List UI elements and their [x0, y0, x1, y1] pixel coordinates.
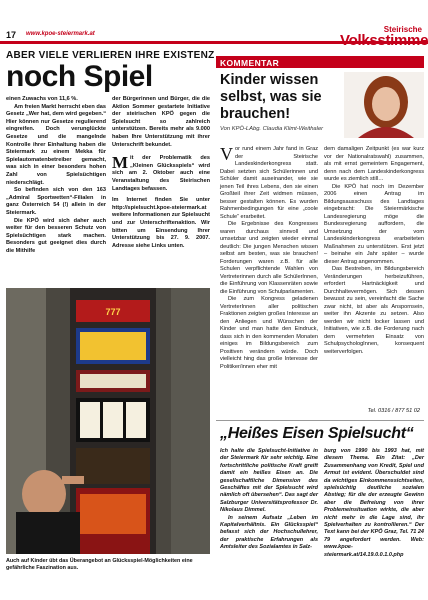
box-column-2 [324, 448, 424, 559]
box-headline: „Heißes Eisen Spielsucht“ [220, 425, 414, 442]
kommentar-paragraph: Die Ergebnisse des Kongresses waren durchaus sinnvoll und umsetzbar und zeigten wieder einmal deutlich: Die jungen Menschen wissen selbst am besten, was sie brauchen! Forderungen waren z.B. für alle Schulen verpflichtende Wahlen von Vertreterinnen durch alle SchülerInnen, die Einführung von Klassenräten sowie die Einführung von Schulparlamenten. [220, 221, 318, 295]
box-paragraph: Ich halte die Spielsucht-Initiative in der Steiermark für sehr wichtig. Eine fortschrittliche politische Kraft greift damit ein heißes Eisen an. Die gesellschaftliche Dimension des Geschäftes mit der Spielsucht wird nämlich oft übersehen“. Das sagt der Salzburger Universitätsprofessor Dr. Nikolaus Dimmel. [220, 448, 318, 514]
article-column-2 [112, 96, 210, 250]
article-paragraph: Am freien Markt herrscht eben das Gesetz „Wer hat, dem wird gegeben.“ Hier können nur Gesetze regulierend eingreifen. Doch verunglückte Gesetze und die mangelnde Kontrolle ihrer Einhaltung haben die Steiermark zu einem Mekka für Spielautomatenbetreiber gemacht, was sich in einer besonders hohen Zahl von Spielsüchtigen niederschlägt. [6, 103, 107, 186]
page-number: 17 [6, 30, 17, 40]
box-paragraph: In seinem Aufsatz „Leben im Kapitalverhältnis. Ein Glücksspiel“ befasst sich der Hochschullehrer, der praktische Erfahrungen als Amtsleiter des Sozialamtes in Salz- [220, 514, 318, 551]
author-portrait [344, 72, 424, 138]
article-headline: noch Spiel [6, 60, 153, 93]
photo-illustration [6, 288, 210, 554]
drop-cap: V [220, 144, 233, 164]
kommentar-column-1 [220, 146, 318, 371]
kommentar-label: KOMMENTAR [220, 57, 280, 68]
header-divider [0, 41, 428, 44]
box-paragraph: burg von 1990 bis 1993 hat, mit diesem Thema. Ein Zitat: „Der Zusammenhang von Kredit, Spiel und Armut ist evident. Überschuldet sind da wichtiges Einkommenssichtseiten, spielsüchtig deutliche sozialen Abstieg; für die der erzeugte Gewinn aber die Befreiung von ihrer Problemeinsituation wirkte, die aber nicht mehr in die Lage sind, ihr Spielverhalten zu kontrollieren.“ Der Text kann bei der KPÖ Graz, Tel. 71 24 79 angefordert werden. Web: www.kpoe-steiermark.at/14.19.0.0.1.0.php [324, 448, 424, 558]
contact-phone: Tel. 0316 / 877 51 02 [367, 408, 420, 414]
logo-tagline: Steirische [383, 25, 422, 34]
drop-cap: M [112, 153, 129, 173]
kommentar-paragraph: Vor rund einem Jahr fand in Graz der Steirische Landeskinderkongress statt. Dabei setzten sich Schülerinnen und Schüler damit auseinander, wie sie jenen Teil ihres Lebens, den sie einen Großteil ihrer Zeit widmen müssen, besser gestalten können. Es wurden Rahmenbedingungen für eine „coole Schule“ erarbeitet. [220, 144, 318, 220]
kommentar-paragraph: Die zum Kongress geladenen VertreterInnen aller politischen Fraktionen zeigten großes Interesse an den Anliegen und Wünschen der Kinder und man hatte den Eindruck, dass sich in den kommenden Monaten einiges im Bildungsbereich zum Positiven verändern würde. Doch vielleicht hing das große Interesse der Politiker/innen eher mit [220, 296, 318, 370]
kommentar-paragraph: Die KPÖ hat noch im Dezember 2006 einen Antrag im Bildungsausschuss des Landtages eingebracht: Die Steiermärkische Landesregierung möge die Bundesregierung auffordern, die Umsetzung der vom Landeskinderkongress erarbeiteten Maßnahmen zu unterstützen. Erst jetzt – beinahe ein Jahr später – wurde dieser Antrag angenommen. [324, 183, 424, 265]
article-paragraph: So befinden sich von den 163 „Admiral Sportwetten“-Filialen in ganz Österreich 54 (!) allein in der Steiermark. [6, 187, 106, 216]
svg-text:777: 777 [105, 307, 121, 317]
kommentar-paragraph: Das Bestreben, im Bildungsbereich Veränderungen herbeizuführen, erfordert Hartnäckigkeit und Durchhaltevermögen. Sich dessen bewusst zu sein, vereinfacht die Sache zwar nicht, ist aber als Anspornsein, weiter ihn Akzente zu setzen. Also werden wir nicht locker lassen und Initiativen, wie z.B. die Forderung nach dem vermehrten Einsatz von SchulpsychologInnen, konsequent weiterverfolgen. [324, 266, 424, 355]
section-divider [216, 420, 424, 421]
article-paragraph: einen Zuwachs von 11,6 %. [6, 96, 78, 102]
article-info-paragraph: Im Internet finden Sie unter http://spielsucht.kpoe-steiermark.at weitere Informationen zur Spielsucht und zur Unterschriftenaktion. Wir bitten um Einsendung Ihrer Unterstützung bis 27. 9. 2007. Adresse siehe Links unten. [112, 197, 210, 249]
header-url[interactable]: www.kpoe-steiermark.at [26, 31, 95, 37]
article-kicker: ABER VIELE VERLIEREN IHRE EXISTENZ [6, 50, 215, 61]
portrait-illustration [344, 72, 424, 138]
kommentar-byline: Von KPÖ-LAbg. Claudia Klimt-Weithaler [220, 126, 324, 132]
box-column-1 [220, 448, 318, 552]
photo-caption: Auch auf Kinder übt das Überangebot an Glücksspiel-Möglichkeiten eine gefährliche Faszination aus. [6, 558, 193, 571]
article-column-1 [6, 96, 106, 255]
article-paragraph: Die KPÖ wird sich daher auch weiter für den besseren Schutz von Spielsüchtigen stark machen. Besonders gut geeignet dies durch die Mithilfe [6, 217, 106, 254]
kommentar-paragraph: dem damaligen Zeitpunkt (es war kurz vor der Nationalratswahl) zusammen, als mit ernst gemeintem Engagement, denn nach dem Landeskinderkongress wurde es ziemlich still… [324, 146, 424, 182]
kommentar-column-2 [324, 146, 424, 356]
kommentar-headline: Kinder wissen selbst, was sie brauchen! [220, 72, 322, 122]
slot-machine-photo [6, 288, 210, 554]
article-paragraph: der Bürgerinnen und Bürger, die die Aktion Sommer gestartete Initiative der steirischen KPÖ gegen die Spielsucht so zahlreich unterstützen. Bereits mehr als 9.000 haben Ihre Unterstützung mit ihrer Unterschrift bekundet. [112, 96, 210, 148]
article-paragraph: Mit der Problematik des „Kleinen Glücksspiels“ wird sich am 2. Oktober auch eine Veranstaltung des Steirischen Landtages befassen. [112, 153, 210, 192]
